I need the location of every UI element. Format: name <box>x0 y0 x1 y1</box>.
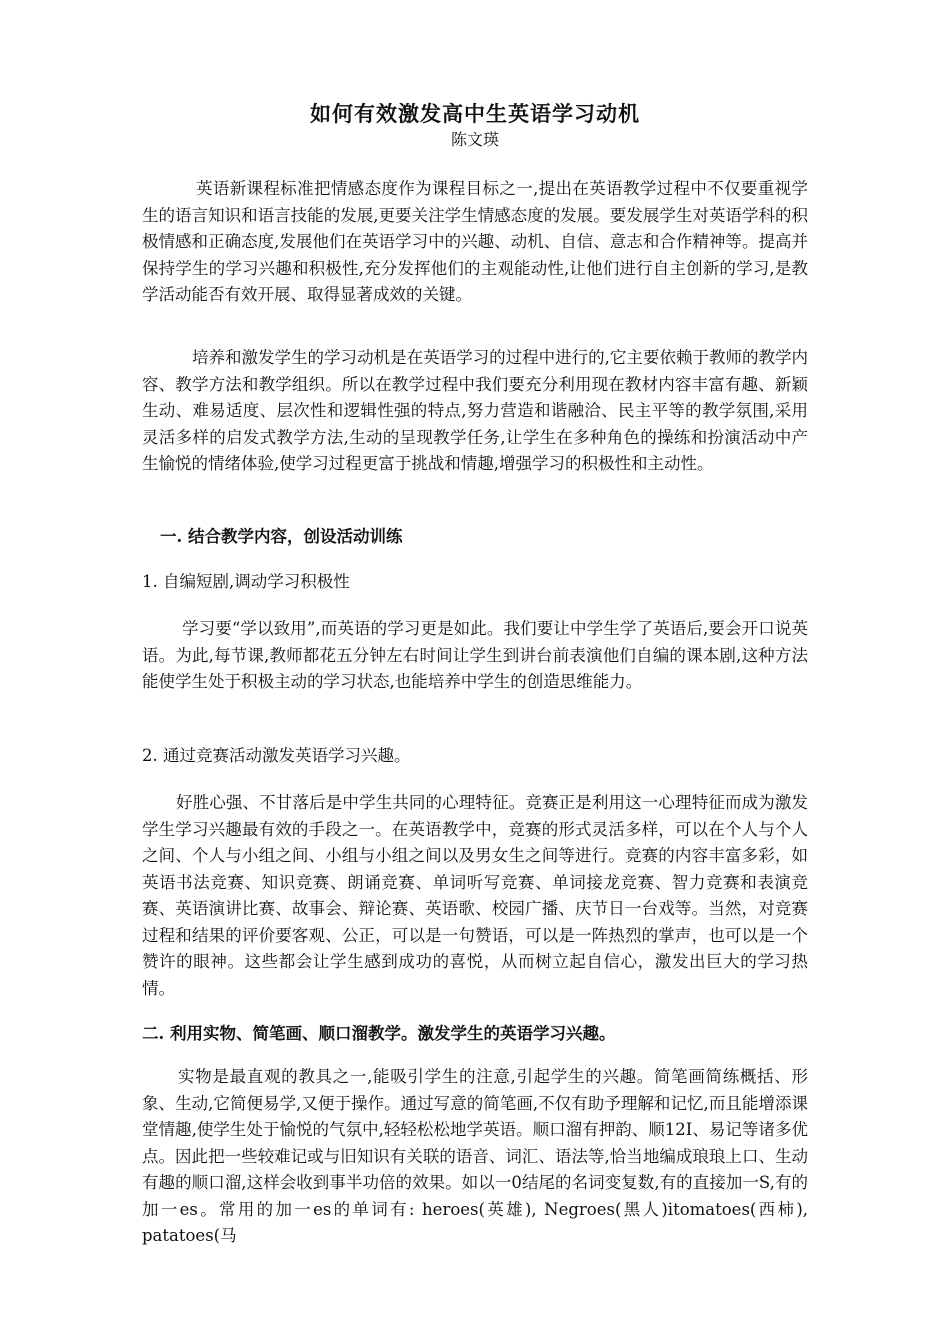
paragraph-short-plays: 学习要“学以致用”,而英语的学习更是如此。我们要让中学生学了英语后,要会开口说英语。为此,每节课,教师都花五分钟左右时间让学生到讲台前表演他们自编的课本剧,这种方法能使学生处于积极主动的学习状态,也能培养中学生的创造思维能力。 <box>142 619 808 691</box>
paragraph-motivation: 培养和激发学生的学习动机是在英语学习的过程中进行的,它主要依赖于教师的教学内容、教学方法和教学组织。所以在教学过程中我们要充分利用现在教材内容丰富有趣、新颖生动、难易适度、层次性和逻辑性强的特点,努力营造和谐融洽、民主平等的教学氛围,采用灵活多样的启发式教学方法,生动的呈现教学任务,让学生在多种角色的操练和扮演活动中产生愉悦的情绪体验,使学习过程更富于挑战和情趣,增强学习的积极性和主动性。 <box>142 348 808 473</box>
paragraph-competitions: 好胜心强、不甘落后是中学生共同的心理特征。竞赛正是利用这一心理特征而成为激发学生学习兴趣最有效的手段之一。在英语教学中，竞赛的形式灵活多样，可以在个人与个人之间、个人与小组之间、小组与小组之间以及男女生之间等进行。竞赛的内容丰富多彩，如英语书法竞赛、知识竞赛、朗诵竞赛、单词听写竞赛、单词接龙竞赛、智力竞赛和表演竞赛、英语演讲比赛、故事会、辩论赛、英语歌、校园广播、庆节日一台戏等。当然，对竞赛过程和结果的评价要客观、公正，可以是一句赞语，可以是一阵热烈的掌声，也可以是一个赞许的眼神。这些都会让学生感到成功的喜悦，从而树立起自信心，激发出巨大的学习热情。 <box>142 793 808 998</box>
paragraph-intro: 英语新课程标准把情感态度作为课程目标之一,提出在英语教学过程中不仅要重视学生的语言知识和语言技能的发展,更要关注学生情感态度的发展。要发展学生对英语学科的积极情感和正确态度,发展他们在英语学习中的兴趣、动机、自信、意志和合作精神等。提高并保持学生的学习兴趣和积极性,充分发挥他们的主观能动性,让他们进行自主创新的学习,是教学活动能否有效开展、取得显著成效的关键。 <box>142 179 808 304</box>
subsection-heading-2: 2. 通过竞赛活动激发英语学习兴趣。 <box>142 746 411 765</box>
paragraph-objects-drawings: 实物是最直观的教具之一,能吸引学生的注意,引起学生的兴趣。简笔画简练概括、形象、生动,它简便易学,又便于操作。通过写意的简笔画,不仅有助予理解和记忆,而且能增添课堂情趣,使学生处于愉悦的气氛中,轻轻松松地学英语。顺口溜有押韵、顺12I、易记等诸多优点。因此把一些较难记或与旧知识有关联的语音、词汇、语法等,恰当地编成琅琅上口、生动有趣的顺口溜,这样会收到事半功倍的效果。如以一0结尾的名词变复数,有的直接加一S,有的加一es。常用的加一es的单词有: heroes(英雄), Negroes(黑人)itomatoes(西柿), patatoes(马 <box>142 1067 808 1245</box>
section-heading-1: 一. 结合教学内容，创设活动训练 <box>160 527 403 546</box>
section-heading-2: 二. 利用实物、简笔画、顺口溜教学。激发学生的英语学习兴趣。 <box>142 1024 616 1043</box>
subsection-heading-1: 1. 自编短剧,调动学习积极性 <box>142 572 350 591</box>
document-title: 如何有效激发高中生英语学习动机 <box>310 101 640 126</box>
author-name: 陈文瑛 <box>450 130 499 149</box>
